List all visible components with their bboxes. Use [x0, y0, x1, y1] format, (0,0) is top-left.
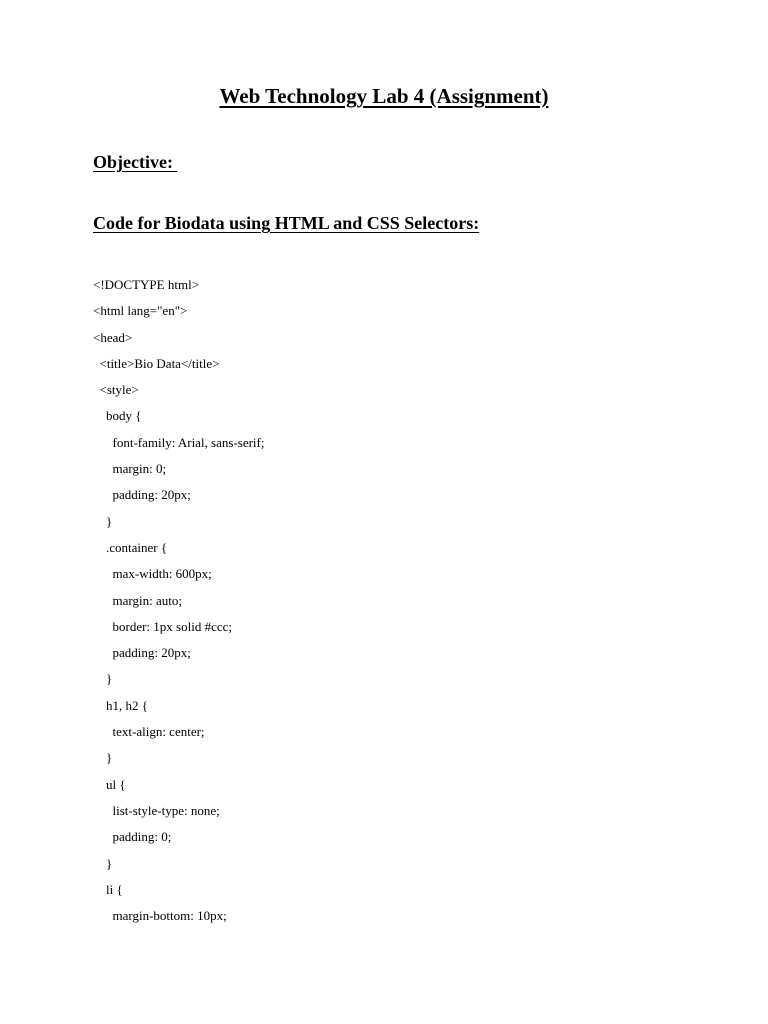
- code-line: }: [93, 513, 113, 529]
- code-line: h1, h2 {: [93, 697, 148, 713]
- code-line: border: 1px solid #ccc;: [93, 618, 232, 634]
- code-line: padding: 20px;: [93, 487, 191, 503]
- code-line: }: [93, 671, 113, 687]
- code-line: max-width: 600px;: [93, 566, 212, 582]
- code-line: margin: 0;: [93, 461, 167, 477]
- code-line: list-style-type: none;: [93, 802, 220, 818]
- objective-heading: Objective:: [93, 152, 178, 172]
- code-line: padding: 20px;: [93, 645, 191, 661]
- code-line: <head>: [93, 329, 133, 345]
- code-line: font-family: Arial, sans-serif;: [93, 434, 265, 450]
- code-line: <html lang="en">: [93, 303, 188, 319]
- code-line: padding: 0;: [93, 829, 172, 845]
- code-line: ul {: [93, 776, 126, 792]
- document-title: Web Technology Lab 4 (Assignment): [219, 84, 549, 108]
- code-line: <title>Bio Data</title>: [93, 355, 220, 371]
- code-section-heading: Code for Biodata using HTML and CSS Selectors:: [93, 213, 480, 233]
- code-line: body {: [93, 408, 142, 424]
- code-line: margin: auto;: [93, 592, 182, 608]
- code-line: }: [93, 855, 113, 871]
- code-line: }: [93, 750, 113, 766]
- code-line: text-align: center;: [93, 724, 205, 740]
- code-line: li {: [93, 881, 123, 897]
- code-line: margin-bottom: 10px;: [93, 908, 227, 924]
- code-line: <style>: [93, 382, 139, 398]
- code-line: <!DOCTYPE html>: [93, 277, 200, 292]
- code-line: .container {: [93, 539, 168, 555]
- code-listing: [93, 272, 265, 929]
